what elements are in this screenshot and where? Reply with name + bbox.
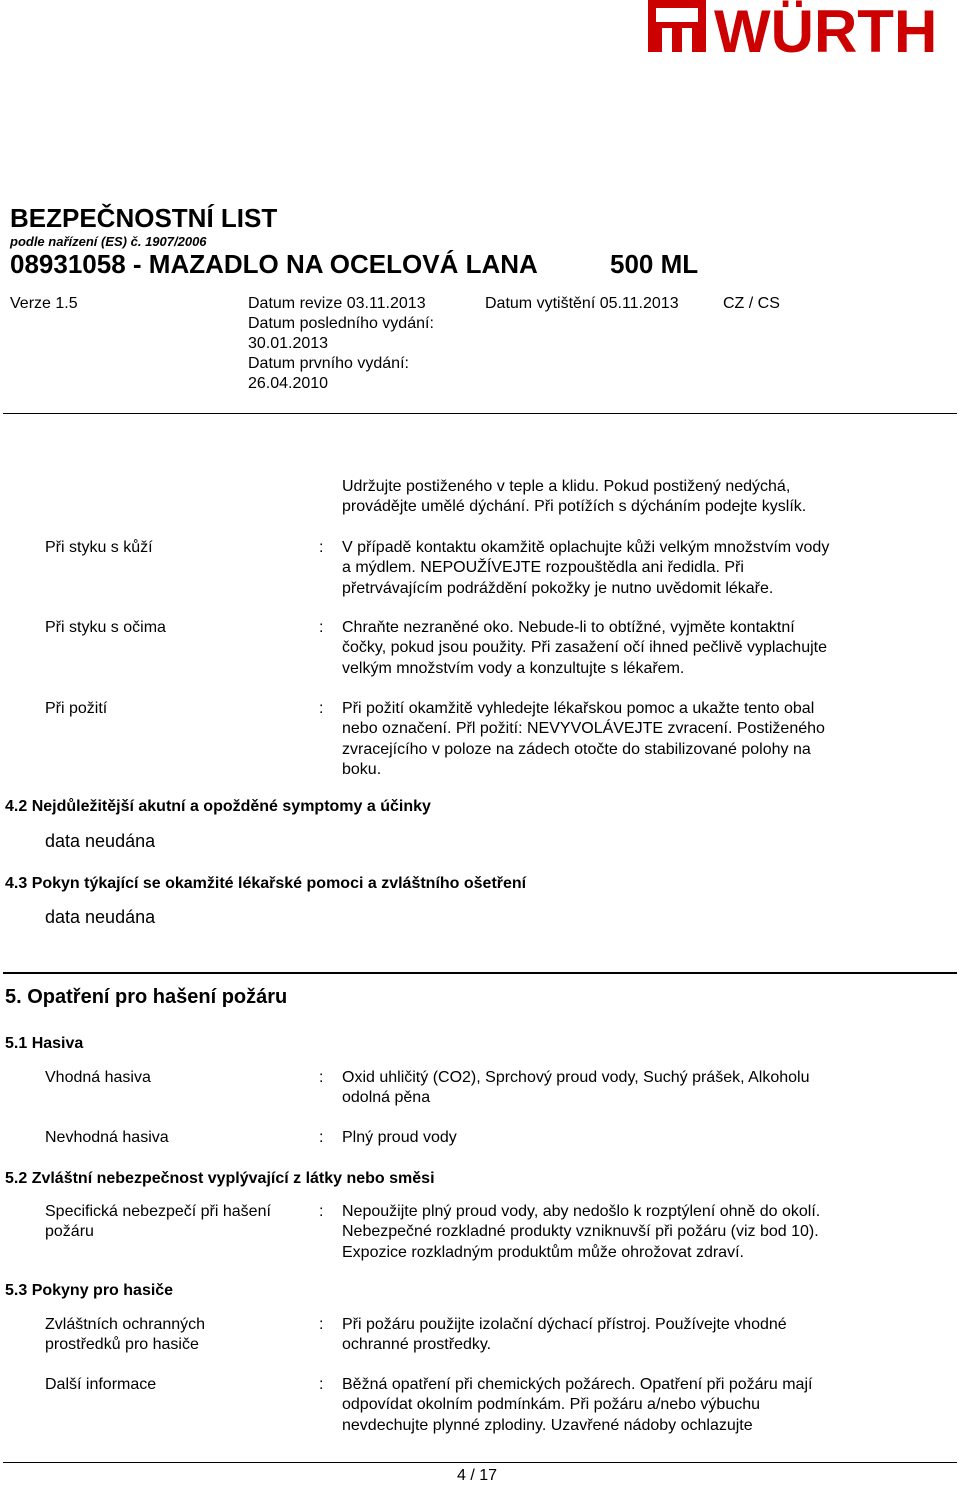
colon: : [319,1316,324,1333]
colon: : [319,1129,324,1146]
section-divider [3,972,957,974]
colon: : [319,619,324,636]
regulation: podle nařízení (ES) č. 1907/2006 [10,234,207,249]
ingestion-label: Při požití [45,700,108,717]
inhalation-text: Udržujte postiženého v teple a klidu. Pokud postižený nedýchá, provádějte umělé dýchání. Při potížích s dýcháním podejte kyslík. [342,478,807,516]
product-name: 08931058 - MAZADLO NA OCELOVÁ LANA [10,249,538,279]
page-number: 4 / 17 [457,1467,498,1484]
subsection-4-3-value: data neudána [45,907,156,927]
unsuitable-text: Plný proud vody [342,1129,457,1146]
protective-equipment-label: Zvláštních ochranných prostředků pro hasiče [45,1316,206,1354]
logo-text: WÜRTH [714,0,938,65]
skin-text: V případě kontaktu okamžitě oplachujte kůži velkým množstvím vody a mýdlem. NEPOUŽÍVEJTE rozpouštědla ani ředidla. Při přetrvávajícím podráždění pokožky je nutno uvědomit lékaře. [342,539,830,597]
first-issue-date: 26.04.2010 [248,375,329,392]
colon: : [319,700,324,717]
skin-label: Při styku s kůží [45,539,153,556]
unsuitable-label: Nevhodná hasiva [45,1129,169,1146]
last-issue-label: Datum posledního vydání: [248,315,434,332]
section-5-title: 5. Opatření pro hašení požáru [5,986,288,1008]
subsection-5-1-title: 5.1 Hasiva [5,1035,84,1052]
subsection-4-2-value: data neudána [45,831,156,851]
subsection-5-3-title: 5.3 Pokyny pro hasiče [5,1282,174,1299]
eyes-text: Chraňte nezraněné oko. Nebude-li to obtížné, vyjměte kontaktní čočky, pokud jsou použity. Při zasažení očí ihned pečlivě vyplachujte velkým množstvím vody a konzultujte s lékařem. [342,619,827,677]
subsection-4-3-title: 4.3 Pokyn týkající se okamžité lékařské pomoci a zvláštního ošetření [5,875,527,892]
colon: : [319,1376,324,1393]
subsection-4-2-title: 4.2 Nejdůležitější akutní a opožděné symptomy a účinky [5,798,431,815]
ingestion-text: Při požití okamžitě vyhledejte lékařskou pomoc a ukažte tento obal nebo označení. Přl požití: NEVYVOLÁVEJTE zvracení. Postiženého zvracejícího v poloze na zádech otočte do stabilizované polohy na boku. [342,700,825,779]
wurth-logo [648,0,960,66]
product-size: 500 ML [610,249,699,279]
version: Verze 1.5 [10,295,78,312]
print-date: Datum vytištění 05.11.2013 [485,295,679,312]
revision-date: Datum revize 03.11.2013 [248,295,426,312]
suitable-label: Vhodná hasiva [45,1069,151,1086]
first-issue-label: Datum prvního vydání: [248,355,409,372]
protective-equipment-text: Při požáru použijte izolační dýchací přístroj. Používejte vhodné ochranné prostředky. [342,1316,787,1354]
colon: : [319,1069,324,1086]
locale: CZ / CS [723,295,780,312]
suitable-text: Oxid uhličitý (CO2), Sprchový proud vody, Suchý prášek, Alkoholu odolná pěna [342,1069,810,1107]
specific-hazards-text: Nepoužijte plný proud vody, aby nedošlo k rozptýlení ohně do okolí. Nebezpečné rozkladné produkty vzniknuvší při požáru (viz bod 10). Expozice rozkladným produktům může ohrožovat zdraví. [342,1203,821,1261]
footer-divider [3,1462,957,1463]
dates-block [248,294,434,394]
eyes-label: Při styku s očima [45,619,166,636]
specific-hazards-label: Specifická nebezpečí při hašení požáru [45,1203,271,1241]
header-divider [3,413,957,414]
further-info-label: Další informace [45,1376,157,1393]
last-issue-date: 30.01.2013 [248,335,329,352]
colon: : [319,539,324,556]
document-title: BEZPEČNOSTNÍ LIST [10,203,278,233]
colon: : [319,1203,324,1220]
subsection-5-2-title: 5.2 Zvláštní nebezpečnost vyplývající z látky nebo směsi [5,1170,435,1187]
further-info-text: Běžná opatření při chemických požárech. Opatření při požáru mají odpovídat okolním podmínkám. Při požáru a/nebo výbuchu nevdechujte plynné zplodiny. Uzavřené nádoby ochlazujte [342,1376,813,1434]
